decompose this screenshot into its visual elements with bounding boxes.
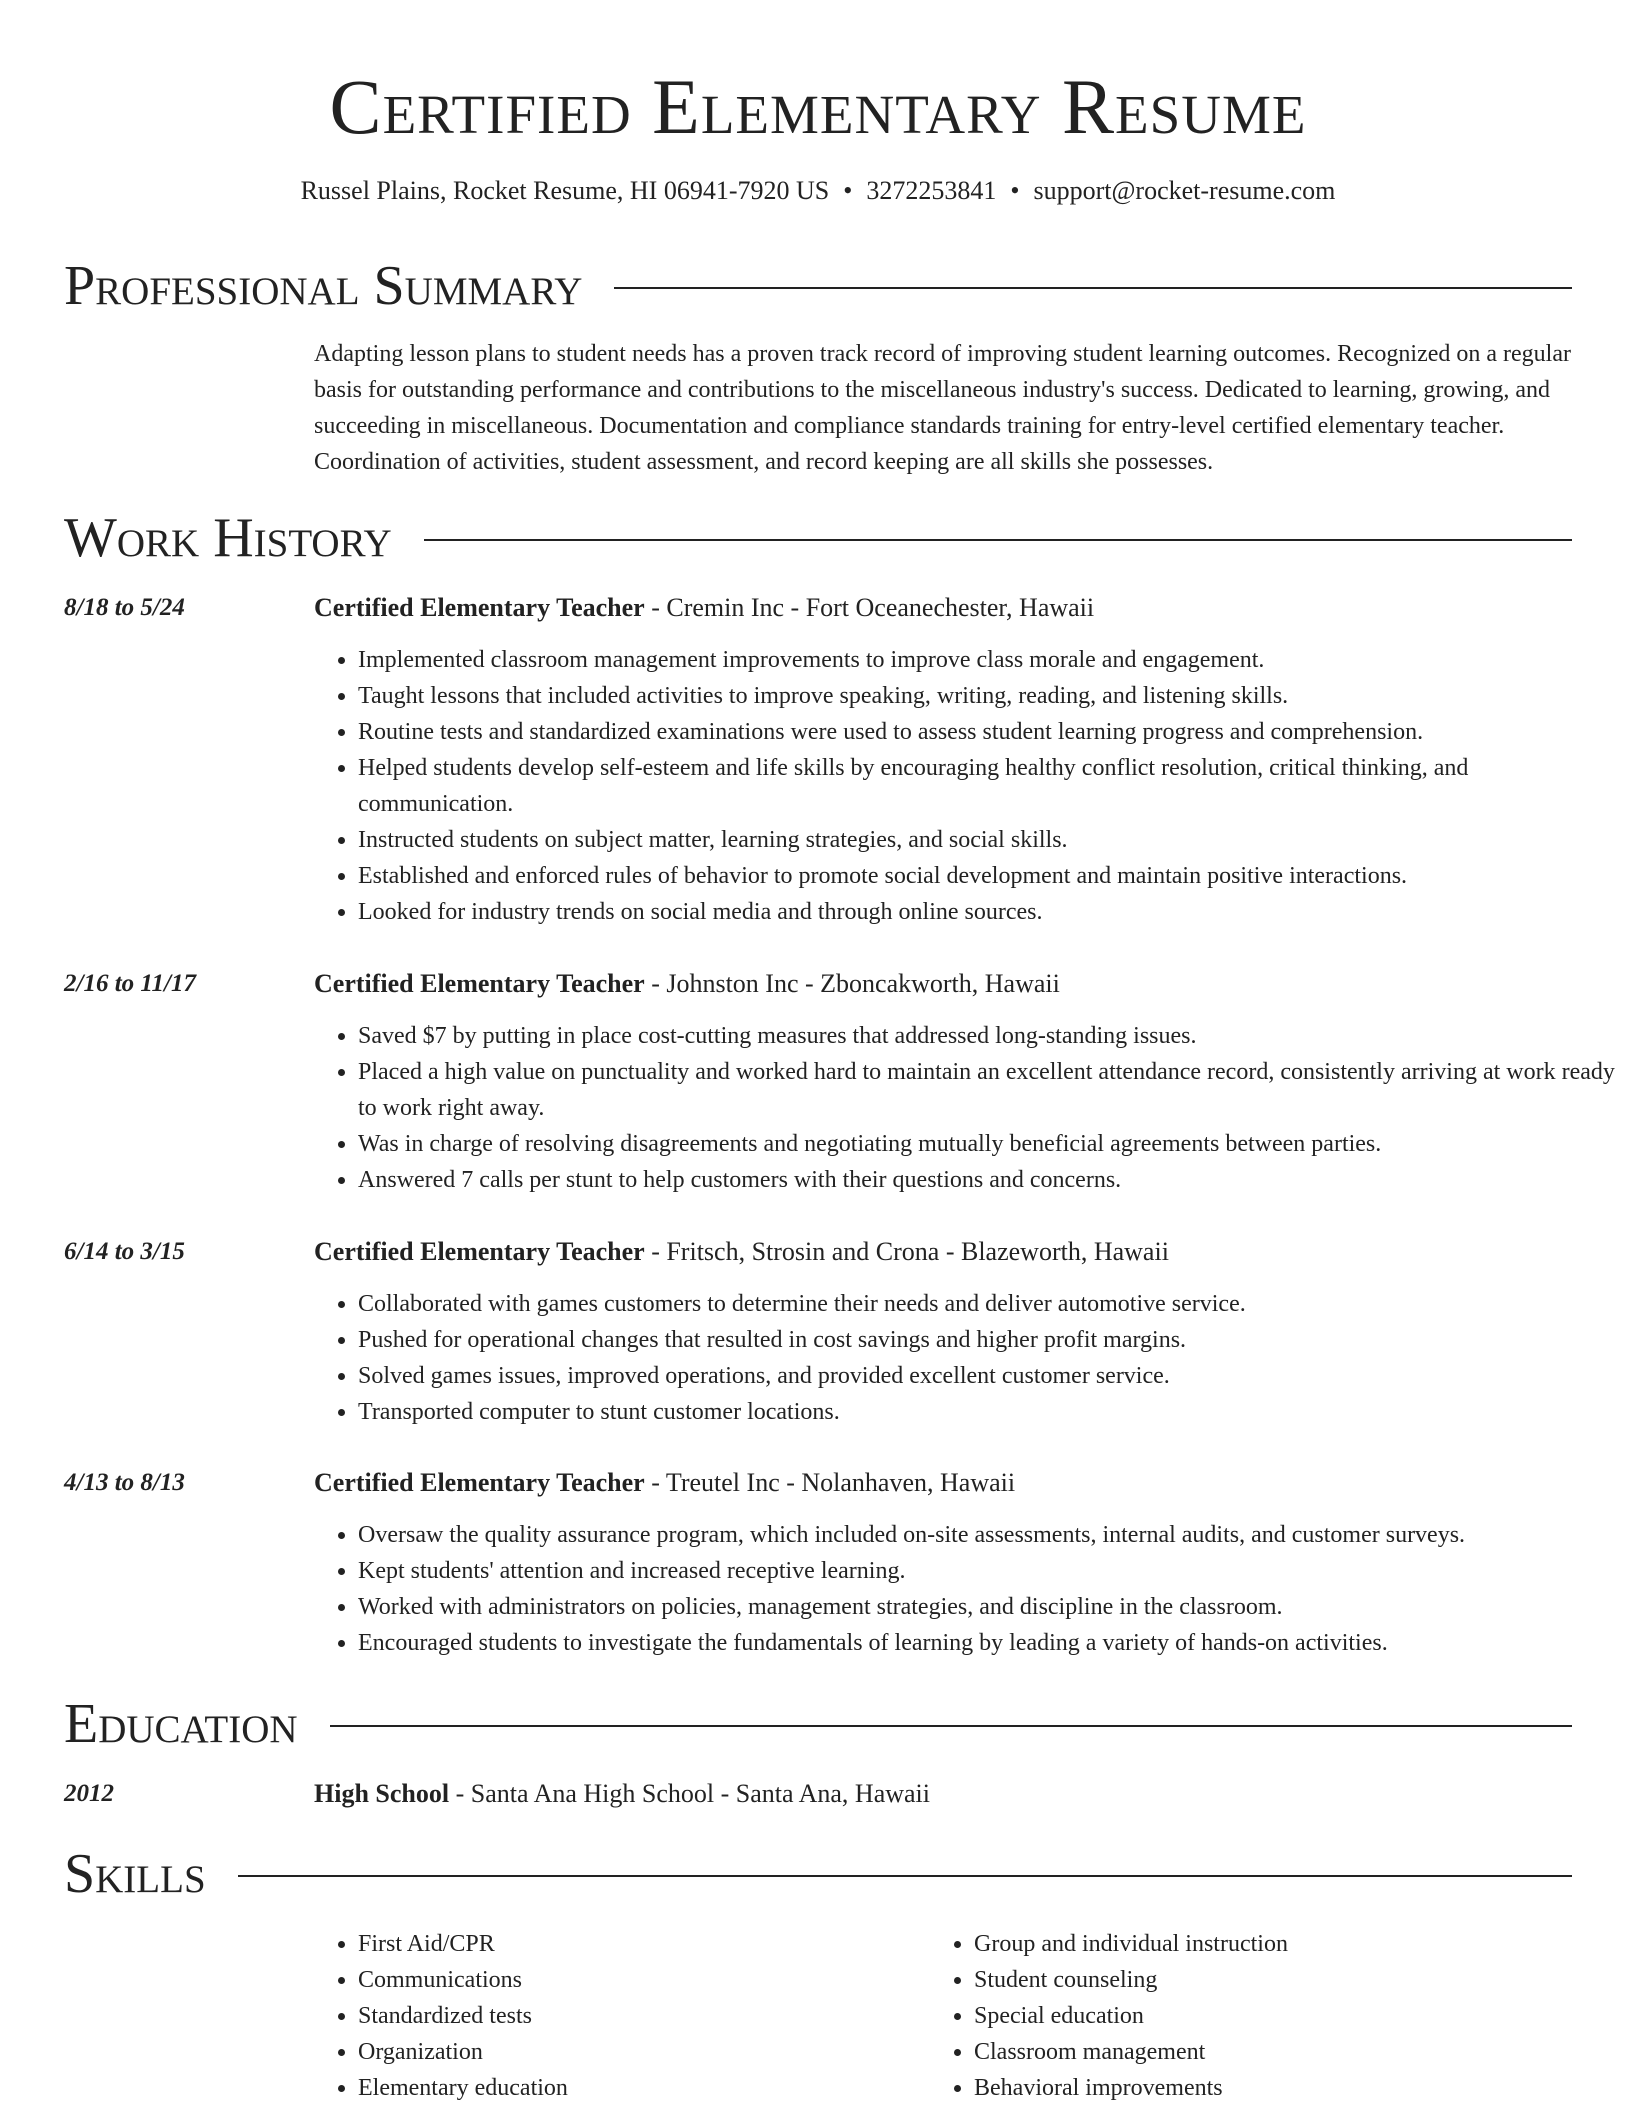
job-title: Certified Elementary Teacher	[314, 1468, 645, 1497]
contact-address: Russel Plains, Rocket Resume, HI 06941-7920 US	[300, 176, 830, 205]
job-employer: - Treutel Inc - Nolanhaven, Hawaii	[644, 1468, 1016, 1497]
job-heading	[314, 966, 1060, 1002]
section-skills	[64, 1842, 1572, 1906]
section-heading-summary: Professional Summary	[64, 255, 583, 317]
contact-phone: 3272253841	[866, 176, 997, 205]
education-degree: High School	[314, 1779, 450, 1808]
job-dates: 4/13 to 8/13	[64, 1469, 185, 1496]
job-bullet: • Instructed students on subject matter, learning strategies, and social skills.	[358, 822, 1616, 858]
job-bullet-list	[314, 1286, 1616, 1430]
skill-item: • Standardized tests	[358, 1998, 928, 2034]
skills-list-right	[930, 1926, 1574, 2106]
skill-item: • Elementary education	[358, 2070, 928, 2106]
job-bullet: • Implemented classroom management improvements to improve class morale and engagement.	[358, 642, 1616, 678]
job-bullet: • Kept students' attention and increased receptive learning.	[358, 1553, 1616, 1589]
section-education	[64, 1692, 1572, 1756]
skill-item: • Communications	[358, 1962, 928, 1998]
section-divider	[614, 287, 1572, 289]
section-divider	[330, 1725, 1572, 1727]
job-heading	[314, 590, 1094, 626]
job-bullet: • Routine tests and standardized examinations were used to assess student learning progress and comprehension.	[358, 714, 1616, 750]
job-bullet-list	[314, 642, 1616, 930]
summary-paragraph: Adapting lesson plans to student needs has a proven track record of improving student learning outcomes. Recognized on a regular basis for outstanding performance and contributions to the miscellaneous industry's success. Dedicated to learning, growing, and succeeding in miscellaneous. Documentation and compliance standards training for entry-level certified elementary teacher. Coordination of activities, student assessment, and record keeping are all skills she possesses.	[314, 341, 1571, 475]
skill-item: • Student counseling	[974, 1962, 1574, 1998]
section-professional-summary	[64, 254, 1572, 318]
job-dates: 6/14 to 3/15	[64, 1238, 185, 1265]
job-bullet: • Was in charge of resolving disagreements and negotiating mutually beneficial agreements between parties.	[358, 1126, 1616, 1162]
section-heading-work: Work History	[64, 507, 392, 569]
job-dates: 8/18 to 5/24	[64, 594, 185, 621]
skill-item: • Behavioral improvements	[974, 2070, 1574, 2106]
job-bullet: • Pushed for operational changes that resulted in cost savings and higher profit margins.	[358, 1322, 1616, 1358]
job-bullet: • Oversaw the quality assurance program, which included on-site assessments, internal audits, and customer surveys.	[358, 1517, 1616, 1553]
job-heading	[314, 1234, 1169, 1270]
section-divider	[424, 539, 1572, 541]
job-bullet: • Placed a high value on punctuality and worked hard to maintain an excellent attendance record, consistently arriving at work ready to work right away.	[358, 1054, 1616, 1126]
skill-item: • Classroom management	[974, 2034, 1574, 2070]
job-bullet: • Transported computer to stunt customer locations.	[358, 1394, 1616, 1430]
job-bullet: • Answered 7 calls per stunt to help customers with their questions and concerns.	[358, 1162, 1616, 1198]
job-bullet-list	[314, 1517, 1616, 1661]
job-title: Certified Elementary Teacher	[314, 593, 645, 622]
education-year: 2012	[64, 1780, 114, 1807]
skill-item: • Group and individual instruction	[974, 1926, 1574, 1962]
job-bullet: • Encouraged students to investigate the fundamentals of learning by leading a variety of hands-on activities.	[358, 1625, 1616, 1661]
resume-title: Certified Elementary Resume	[329, 63, 1307, 150]
job-title: Certified Elementary Teacher	[314, 969, 645, 998]
section-divider	[238, 1875, 1572, 1877]
job-bullet: • Collaborated with games customers to determine their needs and deliver automotive service.	[358, 1286, 1616, 1322]
job-heading	[314, 1465, 1015, 1501]
job-bullet: • Saved $7 by putting in place cost-cutting measures that addressed long-standing issues.	[358, 1018, 1616, 1054]
section-heading-skills: Skills	[64, 1843, 206, 1905]
skills-list-left	[314, 1926, 928, 2106]
job-bullet: • Looked for industry trends on social media and through online sources.	[358, 894, 1616, 930]
section-heading-education: Education	[64, 1693, 298, 1755]
education-school: - Santa Ana High School - Santa Ana, Hawaii	[449, 1779, 931, 1808]
job-employer: - Johnston Inc - Zboncakworth, Hawaii	[644, 969, 1060, 998]
job-dates: 2/16 to 11/17	[64, 970, 196, 997]
job-bullet-list	[314, 1018, 1616, 1198]
contact-separator: •	[843, 176, 853, 205]
job-bullet: • Helped students develop self-esteem and life skills by encouraging healthy conflict resolution, critical thinking, and communication.	[358, 750, 1616, 822]
contact-email: support@rocket-resume.com	[1033, 176, 1336, 205]
job-title: Certified Elementary Teacher	[314, 1237, 645, 1266]
skill-item: • Organization	[358, 2034, 928, 2070]
contact-separator: •	[1010, 176, 1020, 205]
job-bullet: • Solved games issues, improved operations, and provided excellent customer service.	[358, 1358, 1616, 1394]
job-bullet: • Taught lessons that included activities to improve speaking, writing, reading, and listening skills.	[358, 678, 1616, 714]
contact-line	[64, 174, 1572, 208]
job-employer: - Fritsch, Strosin and Crona - Blazeworth, Hawaii	[644, 1237, 1169, 1266]
skill-item: • Special education	[974, 1998, 1574, 2034]
job-bullet: • Worked with administrators on policies, management strategies, and discipline in the classroom.	[358, 1589, 1616, 1625]
section-work-history	[64, 506, 1572, 570]
job-employer: - Cremin Inc - Fort Oceanechester, Hawaii	[644, 593, 1095, 622]
education-heading	[314, 1776, 930, 1812]
skill-item: • First Aid/CPR	[358, 1926, 928, 1962]
job-bullet: • Established and enforced rules of behavior to promote social development and maintain positive interactions.	[358, 858, 1616, 894]
